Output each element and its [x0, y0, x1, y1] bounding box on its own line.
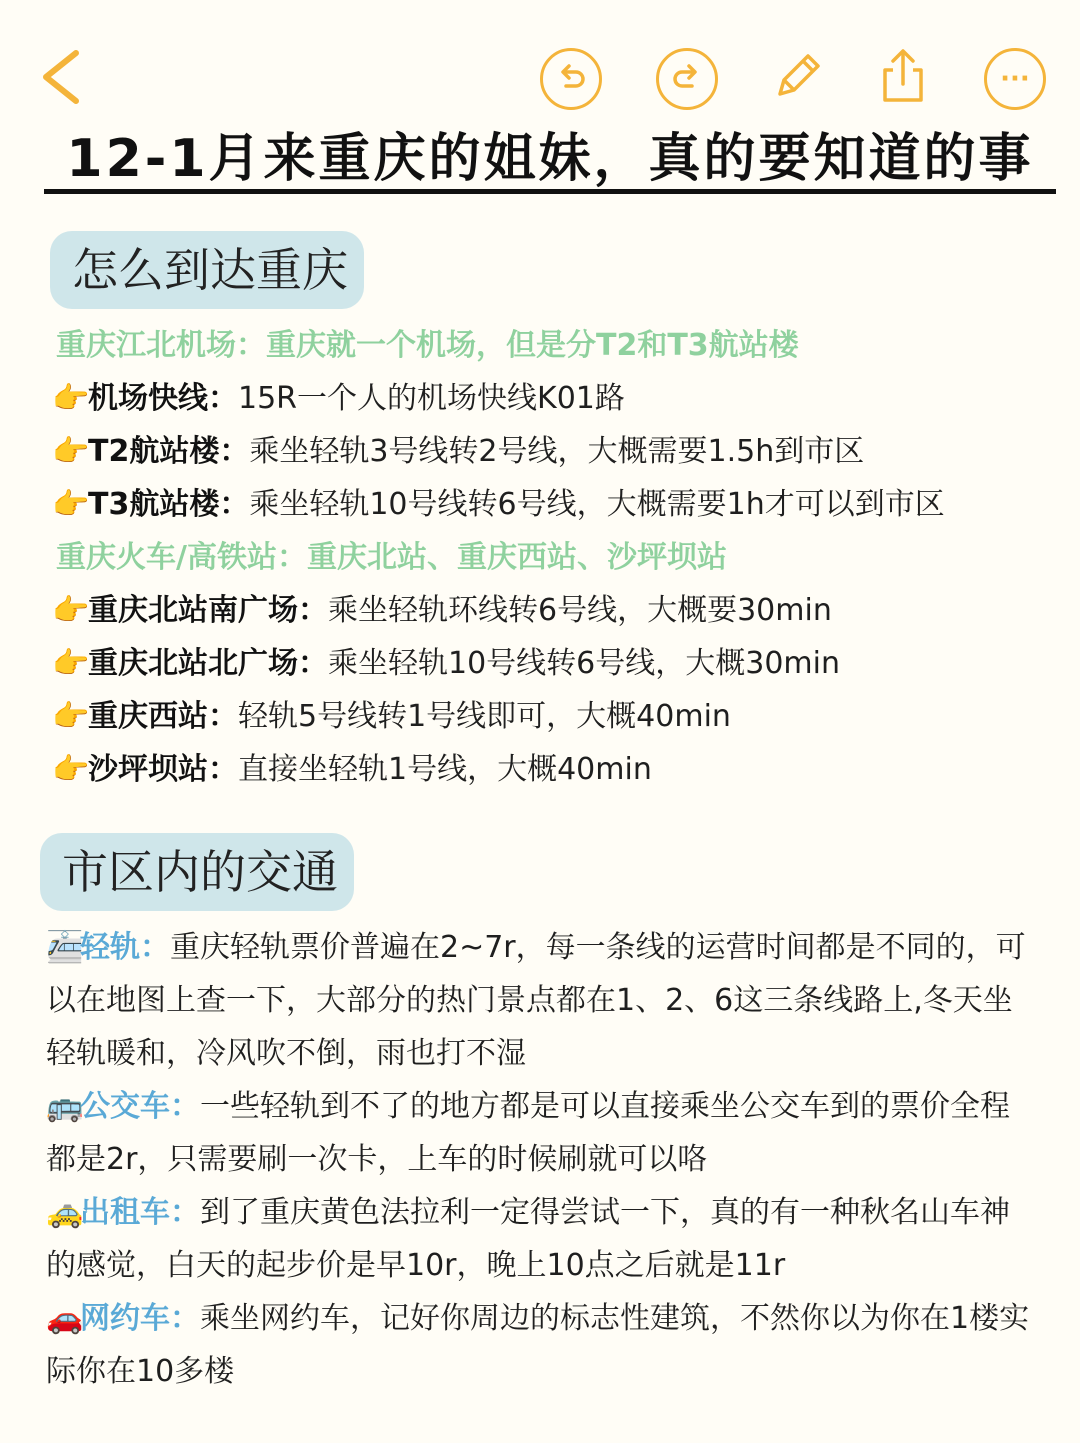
edit-button[interactable] — [768, 46, 828, 106]
transport-paragraph — [46, 1292, 1036, 1398]
pointing-hand-icon: 👉 — [52, 434, 90, 469]
item-text: 乘坐轻轨3号线转2号线，大概需要1.5h到市区 — [249, 434, 865, 469]
item-text: 乘坐轻轨环线转6号线，大概要30min — [328, 593, 832, 628]
transport-paragraph — [46, 921, 1036, 1080]
item-text: 轻轨5号线转1号线即可，大概40min — [238, 699, 731, 734]
transport-paragraph — [46, 1080, 1036, 1186]
pointing-hand-icon: 👉 — [52, 752, 90, 787]
item-label: 机场快线： — [88, 381, 238, 416]
more-icon: ··· — [1000, 64, 1030, 94]
transport-label: 公交车： — [80, 1089, 200, 1124]
back-button[interactable] — [30, 45, 90, 109]
item-text: 乘坐轻轨10号线转6号线，大概30min — [328, 646, 841, 681]
list-item — [52, 644, 840, 684]
page-title: 12-1月来重庆的姐妹，真的要知道的事 — [44, 128, 1056, 194]
item-text: 直接坐轻轨1号线，大概40min — [238, 752, 652, 787]
share-icon — [875, 46, 931, 106]
undo-button[interactable] — [540, 48, 602, 110]
more-button[interactable] — [984, 48, 1046, 110]
undo-icon — [554, 62, 588, 96]
bus-icon: 🚌 — [46, 1089, 84, 1124]
item-label: 重庆北站北广场： — [88, 646, 328, 681]
transport-text: 乘坐网约车，记好你周边的标志性建筑，不然你以为你在1楼实际你在10多楼 — [46, 1301, 1030, 1389]
section-heading-arrival: 怎么到达重庆 — [50, 231, 364, 309]
list-item — [52, 379, 625, 419]
taxi-icon: 🚕 — [46, 1195, 84, 1230]
transport-text: 到了重庆黄色法拉利一定得尝试一下，真的有一种秋名山车神的感觉，白天的起步价是早10r，晚上10点之后就是11r — [46, 1195, 1010, 1283]
redo-button[interactable] — [656, 48, 718, 110]
item-label: 重庆西站： — [88, 699, 238, 734]
transport-label: 网约车： — [80, 1301, 200, 1336]
chevron-left-icon — [38, 47, 82, 107]
list-item — [52, 697, 731, 737]
transport-text: 一些轻轨到不了的地方都是可以直接乘坐公交车到的票价全程都是2r，只需要刷一次卡，上车的时候刷就可以咯 — [46, 1089, 1010, 1177]
section-heading-city-transport: 市区内的交通 — [40, 833, 354, 911]
item-label: 重庆北站南广场： — [88, 593, 328, 628]
pencil-icon — [770, 48, 826, 104]
light-rail-icon: 🚈 — [46, 930, 84, 965]
pointing-hand-icon: 👉 — [52, 593, 90, 628]
item-text: 15R一个人的机场快线K01路 — [238, 381, 625, 416]
airport-heading: 重庆江北机场：重庆就一个机场，但是分T2和T3航站楼 — [56, 328, 799, 363]
list-item — [52, 485, 945, 525]
item-label: 沙坪坝站： — [88, 752, 238, 787]
pointing-hand-icon: 👉 — [52, 487, 90, 522]
transport-paragraph — [46, 1186, 1036, 1292]
transport-label: 轻轨： — [80, 930, 170, 965]
train-station-heading: 重庆火车/高铁站：重庆北站、重庆西站、沙坪坝站 — [56, 540, 727, 575]
pointing-hand-icon: 👉 — [52, 381, 90, 416]
transport-text: 重庆轻轨票价普遍在2~7r，每一条线的运营时间都是不同的，可以在地图上查一下，大部分的热门景点都在1、2、6这三条线路上,冬天坐轻轨暖和，冷风吹不倒，雨也打不湿 — [46, 930, 1026, 1071]
redo-icon — [670, 62, 704, 96]
pointing-hand-icon: 👉 — [52, 646, 90, 681]
share-button[interactable] — [873, 46, 933, 106]
transport-label: 出租车： — [80, 1195, 200, 1230]
list-item — [52, 432, 864, 472]
item-label: T3航站楼： — [88, 487, 250, 522]
item-label: T2航站楼： — [88, 434, 250, 469]
item-text: 乘坐轻轨10号线转6号线，大概需要1h才可以到市区 — [249, 487, 945, 522]
list-item — [52, 591, 832, 631]
toolbar — [0, 0, 1080, 130]
pointing-hand-icon: 👉 — [52, 699, 90, 734]
car-icon: 🚗 — [46, 1301, 84, 1336]
list-item — [52, 750, 652, 790]
